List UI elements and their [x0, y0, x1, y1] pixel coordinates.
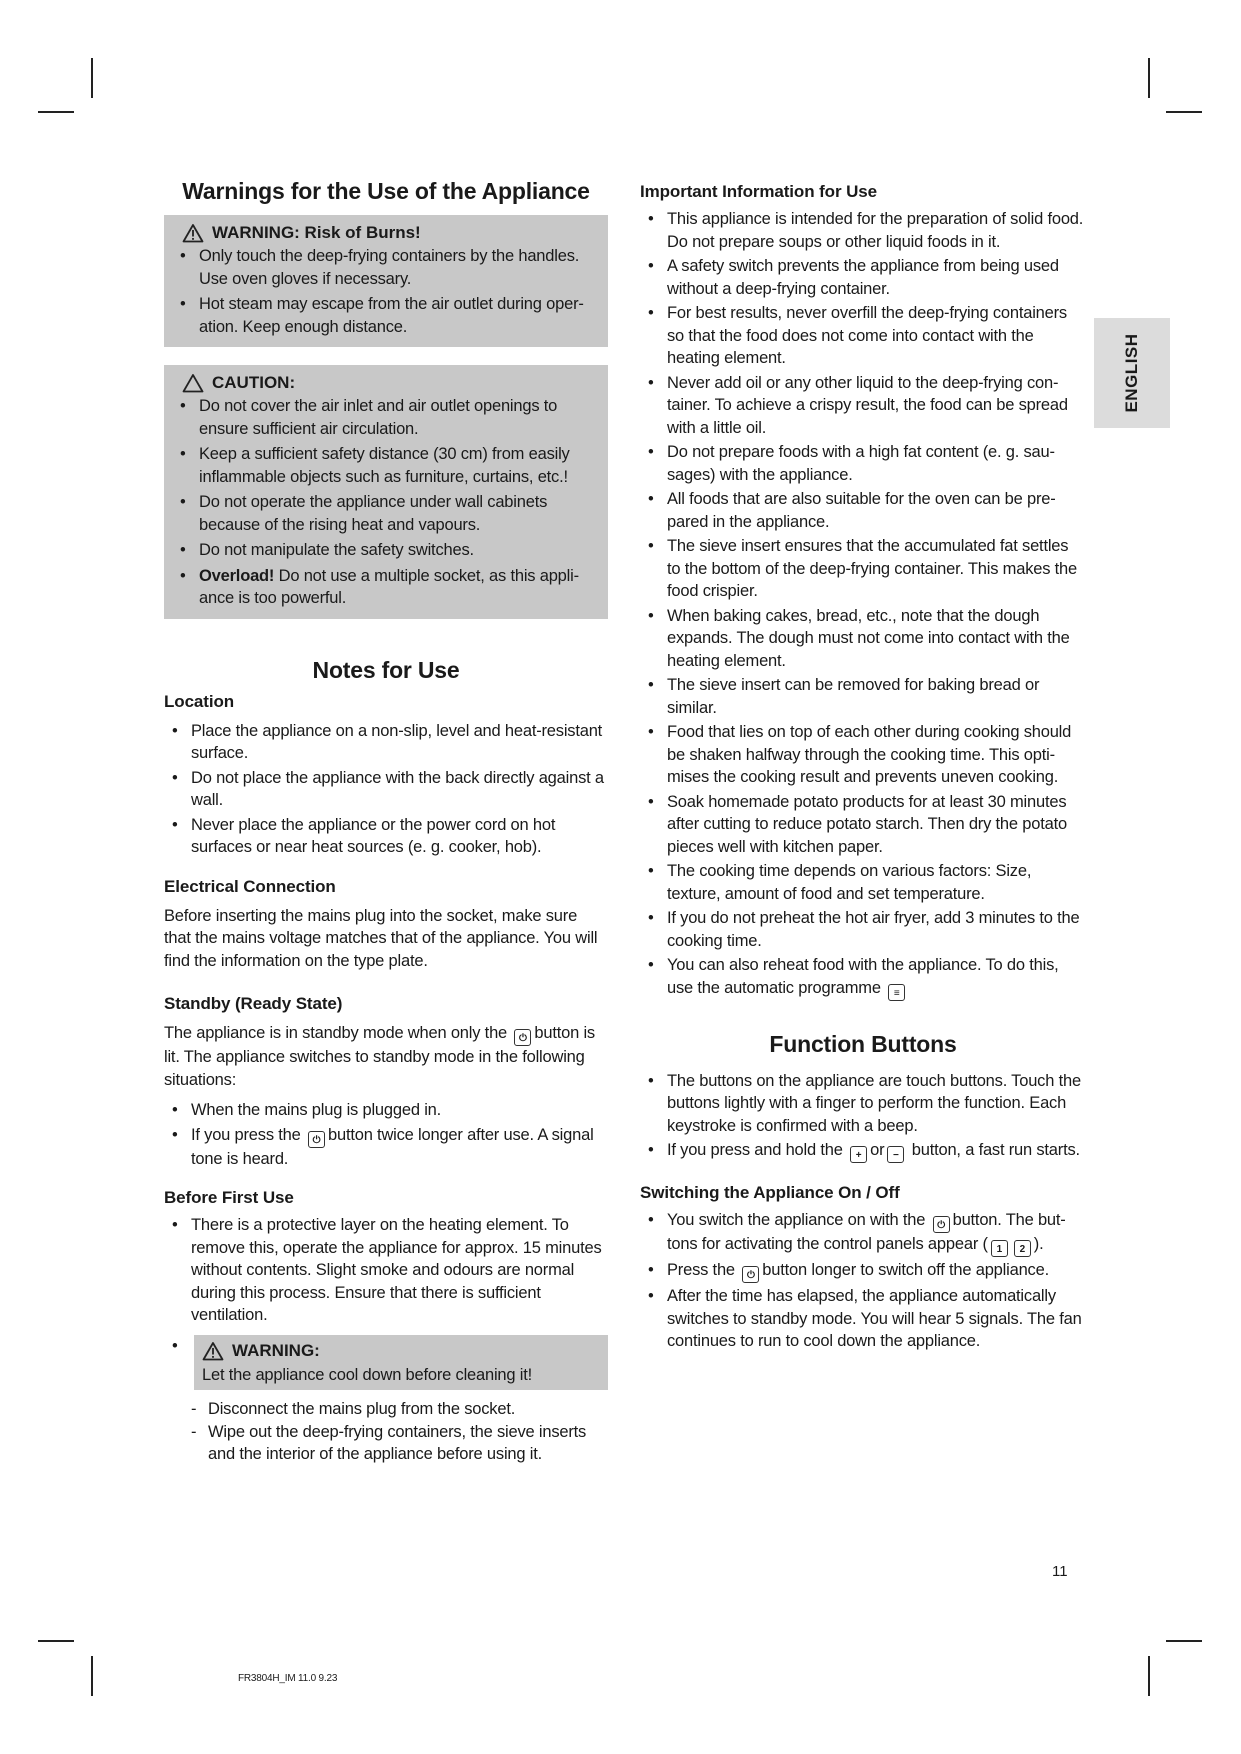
crop-mark [38, 1640, 74, 1642]
crop-mark [1166, 1640, 1202, 1642]
standby-list [164, 1099, 608, 1170]
warning-triangle-icon [182, 223, 204, 243]
warning-triangle-icon [202, 1341, 224, 1361]
list-item: - Disconnect the mains plug from the socket. [186, 1398, 608, 1421]
list-item: • Never add oil or any other liquid to the deep-frying container. To achieve a crispy result, the food can be spread with a little oil. [640, 372, 1086, 440]
reheat-programme-icon: ≡ [888, 984, 905, 1001]
first-use-list [164, 1214, 608, 1327]
important-list [640, 208, 1086, 1001]
power-button-icon: ⏻ [933, 1216, 950, 1233]
cleaning-warning-row [164, 1335, 608, 1391]
list-item: • When the mains plug is plugged in. [164, 1099, 608, 1122]
list-item: • You switch the appliance on with the ⏻ button. The buttons for activating the control panels appear ( 1 2 ). [640, 1209, 1086, 1257]
panel-1-icon: 1 [991, 1240, 1008, 1257]
power-button-icon: ⏻ [742, 1266, 759, 1283]
list-item: • A safety switch prevents the appliance from being used without a deep-frying container. [640, 255, 1086, 300]
list-item: • For best results, never overfill the deep-frying containers so that the food does not come into contact with the heating element. [640, 302, 1086, 370]
warnings-title: Warnings for the Use of the Appliance [182, 178, 590, 204]
list-item: • Do not prepare foods with a high fat content (e. g. sausages) with the appliance. [640, 441, 1086, 486]
standby-text: The appliance is in standby mode when only the ⏻ button is lit. The appliance switches to standby mode in the following situations: [164, 1024, 595, 1089]
right-column [640, 160, 1086, 1355]
power-button-icon: ⏻ [514, 1029, 531, 1046]
first-use-heading: Before First Use [164, 1188, 294, 1207]
left-column [164, 160, 608, 1466]
panel-2-icon: 2 [1014, 1240, 1031, 1257]
list-item: • If you press the ⏻ button twice longer after use. A signal tone is heard. [164, 1124, 608, 1171]
list-item: • Food that lies on top of each other during cooking should be shaken halfway through the cooking time. This optimises the cooking result and prevents uneven cooking. [640, 721, 1086, 789]
warning-item: • Only touch the deep-frying containers by the handles. Use oven gloves if necessary. [172, 245, 596, 290]
notes-title: Notes for Use [312, 656, 460, 683]
page-number: 11 [1052, 1563, 1068, 1580]
electrical-heading: Electrical Connection [164, 876, 336, 896]
function-list [640, 1070, 1086, 1164]
switching-heading: Switching the Appliance On / Off [640, 1183, 900, 1202]
language-tab-label: ENGLISH [1122, 333, 1141, 413]
caution-item: • Do not cover the air inlet and air outlet openings to ensure sufficient air circulation. [172, 395, 596, 440]
bullet: • [172, 1336, 178, 1355]
list-item: • Place the appliance on a non-slip, level and heat-resistant surface. [164, 720, 608, 765]
warning-item: • Hot steam may escape from the air outlet during operation. Keep enough distance. [172, 293, 596, 338]
location-list [164, 720, 608, 859]
caution-heading: CAUTION: [182, 373, 596, 393]
list-item: • The cooking time depends on various factors: Size, texture, amount of food and set temperature. [640, 860, 1086, 905]
list-item: • There is a protective layer on the heating element. To remove this, operate the appliance for approx. 15 minutes without contents. Slight smoke and odours are normal during this process. Ensure that there is sufficient ventilation. [164, 1214, 608, 1327]
list-item: • Never place the appliance or the power cord on hot surfaces or near heat sources (e. g. cooker, hob). [164, 814, 608, 859]
list-item: • You can also reheat food with the appliance. To do this, use the automatic programme ≡ [640, 954, 1086, 1001]
crop-mark [91, 58, 93, 98]
list-item: • If you press and hold the + or − button, a fast run starts. [640, 1139, 1086, 1163]
cleaning-steps [186, 1398, 608, 1466]
cleaning-warning-heading: WARNING: [202, 1341, 598, 1361]
crop-mark [1148, 1656, 1150, 1696]
list-item: • All foods that are also suitable for the oven can be prepared in the appliance. [640, 488, 1086, 533]
standby-heading: Standby (Ready State) [164, 994, 343, 1013]
plus-button-icon: + [850, 1146, 867, 1163]
caution-item: • Do not operate the appliance under wall cabinets because of the rising heat and vapours. [172, 491, 596, 536]
crop-mark [1148, 58, 1150, 98]
warning-heading: WARNING: Risk of Burns! [182, 223, 596, 243]
caution-item: • Do not manipulate the safety switches. [172, 539, 596, 562]
important-heading: Important Information for Use [640, 182, 877, 201]
caution-triangle-icon [182, 373, 204, 393]
crop-mark [1166, 111, 1202, 113]
list-item: • When baking cakes, bread, etc., note that the dough expands. The dough must not come into contact with the heating element. [640, 605, 1086, 673]
electrical-text: Before inserting the mains plug into the socket, make sure that the mains voltage matches that of the appliance. You will find the information on the type plate. [164, 906, 598, 970]
list-item: • After the time has elapsed, the appliance automatically switches to standby mode. You will hear 5 signals. The fan continues to run to cool down the appliance. [640, 1285, 1086, 1353]
language-tab [1094, 318, 1170, 428]
list-item: • Press the ⏻ button longer to switch off the appliance. [640, 1259, 1086, 1283]
cleaning-warning-text: Let the appliance cool down before cleaning it! [202, 1365, 533, 1384]
footer-code: FR3804H_IM 11.0 9.23 [238, 1673, 338, 1684]
list-item: • This appliance is intended for the preparation of solid food. Do not prepare soups or other liquid foods in it. [640, 208, 1086, 253]
caution-item: • Overload! Do not use a multiple socket, as this appliance is too powerful. [172, 565, 596, 610]
switching-list [640, 1209, 1086, 1353]
list-item: • Soak homemade potato products for at least 30 minutes after cutting to reduce potato starch. Then dry the potato pieces well with kitchen paper. [640, 791, 1086, 859]
list-item: • If you do not preheat the hot air fryer, add 3 minutes to the cooking time. [640, 907, 1086, 952]
crop-mark [38, 111, 74, 113]
list-item: • The sieve insert can be removed for baking bread or similar. [640, 674, 1086, 719]
minus-button-icon: − [887, 1146, 904, 1163]
list-item: • The sieve insert ensures that the accumulated fat settles to the bottom of the deep-frying container. This makes the food crispier. [640, 535, 1086, 603]
list-item: • The buttons on the appliance are touch buttons. Touch the buttons lightly with a finger to perform the function. Each keystroke is confirmed with a beep. [640, 1070, 1086, 1138]
crop-mark [91, 1656, 93, 1696]
caution-item: • Keep a sufficient safety distance (30 cm) from easily inflammable objects such as furniture, curtains, etc.! [172, 443, 596, 488]
list-item: - Wipe out the deep-frying containers, the sieve inserts and the interior of the appliance before using it. [186, 1421, 608, 1466]
caution-box [164, 365, 608, 619]
function-buttons-title: Function Buttons [769, 1030, 957, 1057]
list-item: • Do not place the appliance with the back directly against a wall. [164, 767, 608, 812]
power-button-icon: ⏻ [308, 1131, 325, 1148]
cleaning-warning-box [194, 1335, 608, 1391]
warning-box [164, 215, 608, 347]
location-heading: Location [164, 691, 235, 711]
